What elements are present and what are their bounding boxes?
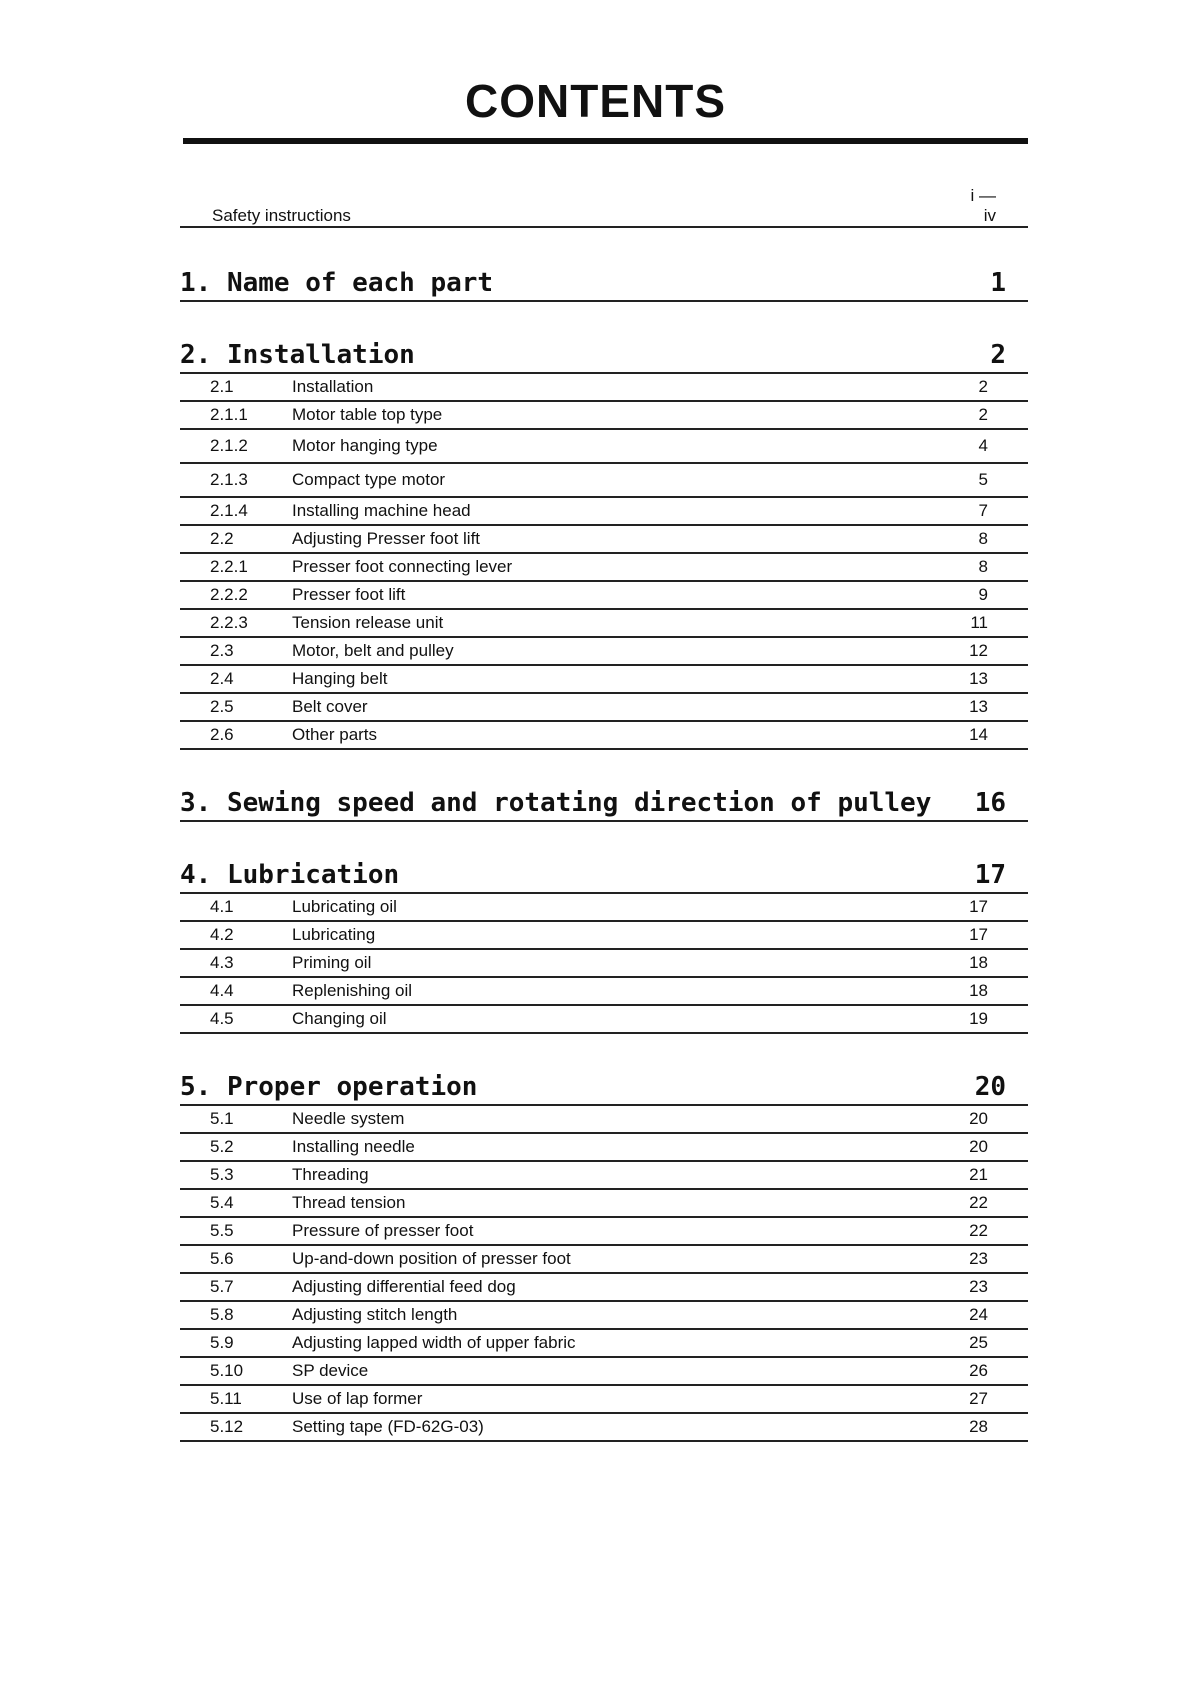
toc-entry-page: i — iv [970,186,996,225]
toc-row[interactable] [180,610,1028,638]
toc-row[interactable] [180,1274,1028,1302]
toc-row[interactable] [180,430,1028,464]
toc-row-label: Adjusting lapped width of upper fabric [292,1333,576,1352]
toc-row-number: 5.8 [210,1305,234,1324]
toc-row[interactable] [180,978,1028,1006]
toc-row-page: 21 [969,1165,988,1184]
toc-row-label: Adjusting differential feed dog [292,1277,516,1296]
toc-row-label: Lubricating oil [292,897,397,916]
toc-row[interactable] [180,1302,1028,1330]
table-of-contents [180,186,1028,1442]
toc-row[interactable] [180,1190,1028,1218]
toc-row-number: 2.5 [210,697,234,716]
toc-row-number: 5.5 [210,1221,234,1240]
toc-row-number: 5.6 [210,1249,234,1268]
toc-row-page: 17 [969,897,988,916]
toc-row-number: 2.2.1 [210,557,248,576]
toc-row[interactable] [180,1358,1028,1386]
toc-section-heading[interactable] [180,778,1028,822]
toc-row-number: 5.12 [210,1417,244,1436]
toc-row-page: 4 [978,436,988,455]
toc-row-label: Installing needle [292,1137,415,1156]
toc-row-number: 2.1.4 [210,501,248,520]
toc-row-page: 9 [978,585,988,604]
toc-row[interactable] [180,1330,1028,1358]
section-heading-page: 20 [974,1072,1006,1102]
toc-sections [180,228,1028,1442]
toc-row-label: Use of lap former [292,1389,423,1408]
toc-row-label: Belt cover [292,697,368,716]
toc-row-page: 23 [969,1277,988,1296]
toc-row-page: 22 [969,1221,988,1240]
toc-row-number: 5.3 [210,1165,234,1184]
toc-row-page: 13 [969,669,988,688]
section-heading-label: 5. Proper operation [180,1072,478,1102]
toc-row-label: Compact type motor [292,470,446,489]
toc-row-page: 20 [969,1109,988,1128]
toc-row[interactable] [180,1218,1028,1246]
toc-row[interactable] [180,1134,1028,1162]
toc-row-page: 11 [970,613,988,632]
section-heading-page: 1 [990,268,1006,298]
section-heading-label: 3. Sewing speed and rotating direction of pulley [180,788,932,818]
toc-row-label: Setting tape (FD-62G-03) [292,1417,484,1436]
toc-row-label: Replenishing oil [292,981,413,1000]
toc-row-number: 5.7 [210,1277,234,1296]
toc-row-label: Adjusting Presser foot lift [292,529,481,548]
section-gap [180,302,1028,330]
toc-row-label: Presser foot lift [292,585,406,604]
toc-row-page: 7 [978,501,988,520]
toc-row-number: 4.5 [210,1009,234,1028]
toc-row-number: 2.2.3 [210,613,248,632]
toc-row-page: 17 [969,925,988,944]
toc-row-page: 24 [969,1305,988,1324]
toc-row-label: Adjusting stitch length [292,1305,458,1324]
toc-row[interactable] [180,1006,1028,1034]
toc-row[interactable] [180,1386,1028,1414]
toc-row-label: Installing machine head [292,501,471,520]
toc-row-page: 23 [969,1249,988,1268]
toc-section-heading[interactable] [180,258,1028,302]
toc-row-page: 8 [978,557,988,576]
toc-row-label: SP device [292,1361,369,1380]
toc-section-heading[interactable] [180,850,1028,894]
toc-row-page: 13 [969,697,988,716]
toc-row-page: 12 [969,641,988,660]
toc-row-number: 2.1 [210,377,234,396]
toc-row-label: Motor hanging type [292,436,438,455]
toc-row-number: 2.1.1 [210,405,248,424]
toc-row-label: Motor, belt and pulley [292,641,454,660]
toc-row-label: Tension release unit [292,613,444,632]
toc-entry-safety[interactable] [180,186,1028,228]
toc-row[interactable] [180,638,1028,666]
toc-section-heading[interactable] [180,330,1028,374]
toc-row-page: 27 [969,1389,988,1408]
toc-row[interactable] [180,1106,1028,1134]
toc-row-page: 25 [969,1333,988,1352]
toc-row[interactable] [180,554,1028,582]
toc-row[interactable] [180,694,1028,722]
toc-row-label: Motor table top type [292,405,443,424]
toc-row[interactable] [180,1246,1028,1274]
toc-row[interactable] [180,1414,1028,1442]
toc-row-label: Thread tension [292,1193,406,1212]
toc-row-number: 2.1.2 [210,436,248,455]
toc-row-page: 22 [969,1193,988,1212]
toc-row-number: 2.3 [210,641,234,660]
toc-row[interactable] [180,722,1028,750]
toc-row[interactable] [180,922,1028,950]
toc-row-number: 2.1.3 [210,470,248,489]
toc-row-page: 14 [969,725,988,744]
toc-row-number: 2.6 [210,725,234,744]
section-gap [180,822,1028,850]
section-heading-label: 2. Installation [180,340,415,370]
title-rule [183,138,1028,144]
toc-row[interactable] [180,666,1028,694]
toc-row-number: 5.9 [210,1333,234,1352]
section-gap [180,750,1028,778]
toc-row[interactable] [180,374,1028,402]
toc-row-page: 2 [978,405,988,424]
section-heading-page: 2 [990,340,1006,370]
section-gap [180,228,1028,258]
toc-row-page: 5 [978,470,988,489]
toc-row-number: 2.4 [210,669,234,688]
toc-row-label: Hanging belt [292,669,388,688]
toc-row-page: 28 [969,1417,988,1436]
toc-section-heading[interactable] [180,1062,1028,1106]
toc-row-label: Lubricating [292,925,376,944]
page-title: CONTENTS [465,75,726,127]
toc-row-page: 8 [978,529,988,548]
toc-row-label: Installation [292,377,374,396]
toc-row-label: Pressure of presser foot [292,1221,474,1240]
toc-row[interactable] [180,582,1028,610]
toc-row[interactable] [180,526,1028,554]
toc-row-number: 4.2 [210,925,234,944]
toc-row-label: Needle system [292,1109,405,1128]
toc-row-page: 19 [969,1009,988,1028]
toc-row-label: Changing oil [292,1009,387,1028]
toc-row-label: Priming oil [292,953,372,972]
toc-row[interactable] [180,1162,1028,1190]
toc-row-number: 2.2 [210,529,234,548]
toc-row-number: 4.1 [210,897,234,916]
section-heading-label: 1. Name of each part [180,268,494,298]
toc-row[interactable] [180,894,1028,922]
toc-row-label: Threading [292,1165,369,1184]
toc-row-label: Other parts [292,725,378,744]
toc-row-label: Presser foot connecting lever [292,557,513,576]
toc-row-page: 20 [969,1137,988,1156]
toc-row-number: 5.2 [210,1137,234,1156]
toc-entry-label: Safety instructions [212,206,351,225]
section-gap [180,1034,1028,1062]
section-heading-label: 4. Lubrication [180,860,400,890]
toc-row-label: Up-and-down position of presser foot [292,1249,571,1268]
section-heading-page: 16 [974,788,1006,818]
toc-row-number: 4.4 [210,981,234,1000]
toc-row[interactable] [180,402,1028,430]
toc-row[interactable] [180,498,1028,526]
toc-row[interactable] [180,464,1028,498]
toc-row-page: 2 [978,377,988,396]
toc-row[interactable] [180,950,1028,978]
toc-row-number: 2.2.2 [210,585,248,604]
toc-row-page: 18 [969,953,988,972]
toc-row-number: 4.3 [210,953,234,972]
toc-row-page: 18 [969,981,988,1000]
toc-row-number: 5.10 [210,1361,244,1380]
toc-row-number: 5.11 [210,1389,242,1408]
section-heading-page: 17 [974,860,1006,890]
toc-row-page: 26 [969,1361,988,1380]
toc-row-number: 5.4 [210,1193,234,1212]
toc-row-number: 5.1 [210,1109,234,1128]
